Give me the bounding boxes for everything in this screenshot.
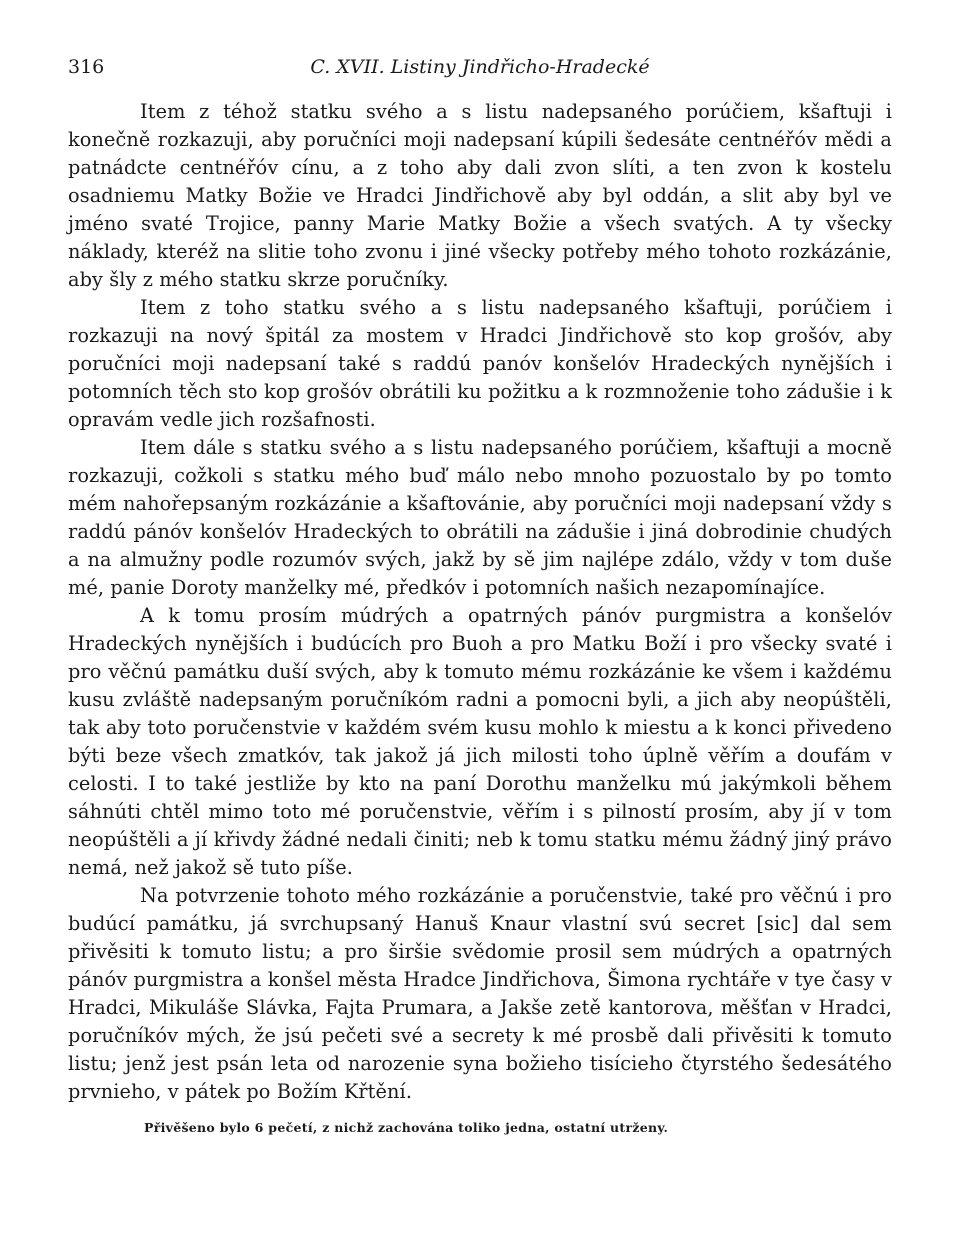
paragraph-3: Item dále s statku svého a s listu nadepsaného porúčiem, kšaftuji a mocně rozkazuji, cožkoli s statku mého buď málo nebo mnoho pozuostalo by po tomto mém nahořepsaným rozkázánie a kšaftovánie, aby poručníci moji nadepsaní vždy s raddú pánóv konšelóv Hradeckých to obrátili na zádušie i jiná dobrodinie chudých a na almužny podle rozumóv svých, jakž by sě jim najlépe zdálo, vždy v tom duše mé, panie Doroty manželky mé, předkóv i potomních našich nezapomínajíce. bbox=[68, 436, 892, 599]
page-number: 316 bbox=[68, 56, 105, 78]
page-header bbox=[68, 56, 892, 86]
footnote: Přivěšeno bylo 6 pečetí, z nichž zachována toliko jedna, ostatní utrženy. bbox=[144, 1120, 669, 1135]
paragraph-4: A k tomu prosím múdrých a opatrných pánóv purgmistra a konšelóv Hradeckých nynějších i budúcích pro Buoh a pro Matku Boží i pro všecky svaté i pro věčnú památku duší svých, aby k tomuto mému rozkázánie ke všem i každému kusu zvláště nadepsaným poručníkóm radni a pomocni byli, a jich aby neopúštěli, tak aby toto poručenstvie v každém svém kusu mohlo k miestu a k konci přivedeno býti beze všech zmatkóv, tak jakož já jich milosti toho úplně věřím a doufám v celosti. I to také jestliže by kto na paní Dorothu manželku mú jakýmkoli během sáhnúti chtěl mimo toto mé poručenstvie, věřím i s pilností prosím, aby jí v tom neopúštěli a jí křivdy žádné nedali činiti; neb k tomu statku mému žádný jiný právo nemá, než jakož sě tuto píše. bbox=[68, 604, 892, 879]
paragraph-5: Na potvrzenie tohoto mého rozkázánie a poručenstvie, také pro věčnú i pro budúcí památku, já svrchupsaný Hanuš Knaur vlastní svú secret [sic] dal sem přivěsiti k tomuto listu; a pro širšie svědomie prosil sem múdrých a opatrných pánóv purgmistra a konšel města Hradce Jindřichova, Šimona rychtáře v tye časy v Hradci, Mikuláše Slávka, Fajta Prumara, a Jakše zetě kantorova, měšťan v Hradci, poručníkóv mých, že jsú pečeti své a secrety k mé prosbě dali přivěsiti k tomuto listu; jenž jest psán leta od narozenie syna božieho tisícieho čtyrstého šedesátého prvnieho, v pátek po Božím Křtění. bbox=[68, 884, 892, 1103]
body-text bbox=[68, 98, 892, 1135]
paragraph-2: Item z toho statku svého a s listu nadepsaného kšaftuji, porúčiem i rozkazuji na nový špitál za mostem v Hradci Jindřichově sto kop grošóv, aby poručníci moji nadepsaní také s raddú panóv konšelóv Hradeckých nynějších i potomních těch sto kop grošóv obrátili ku požitku a k rozmnoženie toho zádušie i k opravám vedle jich rozšafnosti. bbox=[68, 296, 892, 431]
running-title: C. XVII. Listiny Jindřicho-Hradecké bbox=[310, 56, 650, 78]
paragraph-1: Item z téhož statku svého a s listu nadepsaného porúčiem, kšaftuji i konečně rozkazuji, aby poručníci moji nadepsaní kúpili šedesáte centnéřóv mědi a patnádcte centnéřóv cínu, a z toho aby dali zvon slíti, a ten zvon k kostelu osadniemu Matky Božie ve Hradci Jindřichově aby byl oddán, a slit aby byl ve jméno svaté Trojice, panny Marie Matky Božie a všech svatých. A ty všecky náklady, kteréž na slitie toho zvonu i jiné všecky potřeby mého tohoto rozkázánie, aby šly z mého statku skrze poručníky. bbox=[68, 100, 892, 291]
